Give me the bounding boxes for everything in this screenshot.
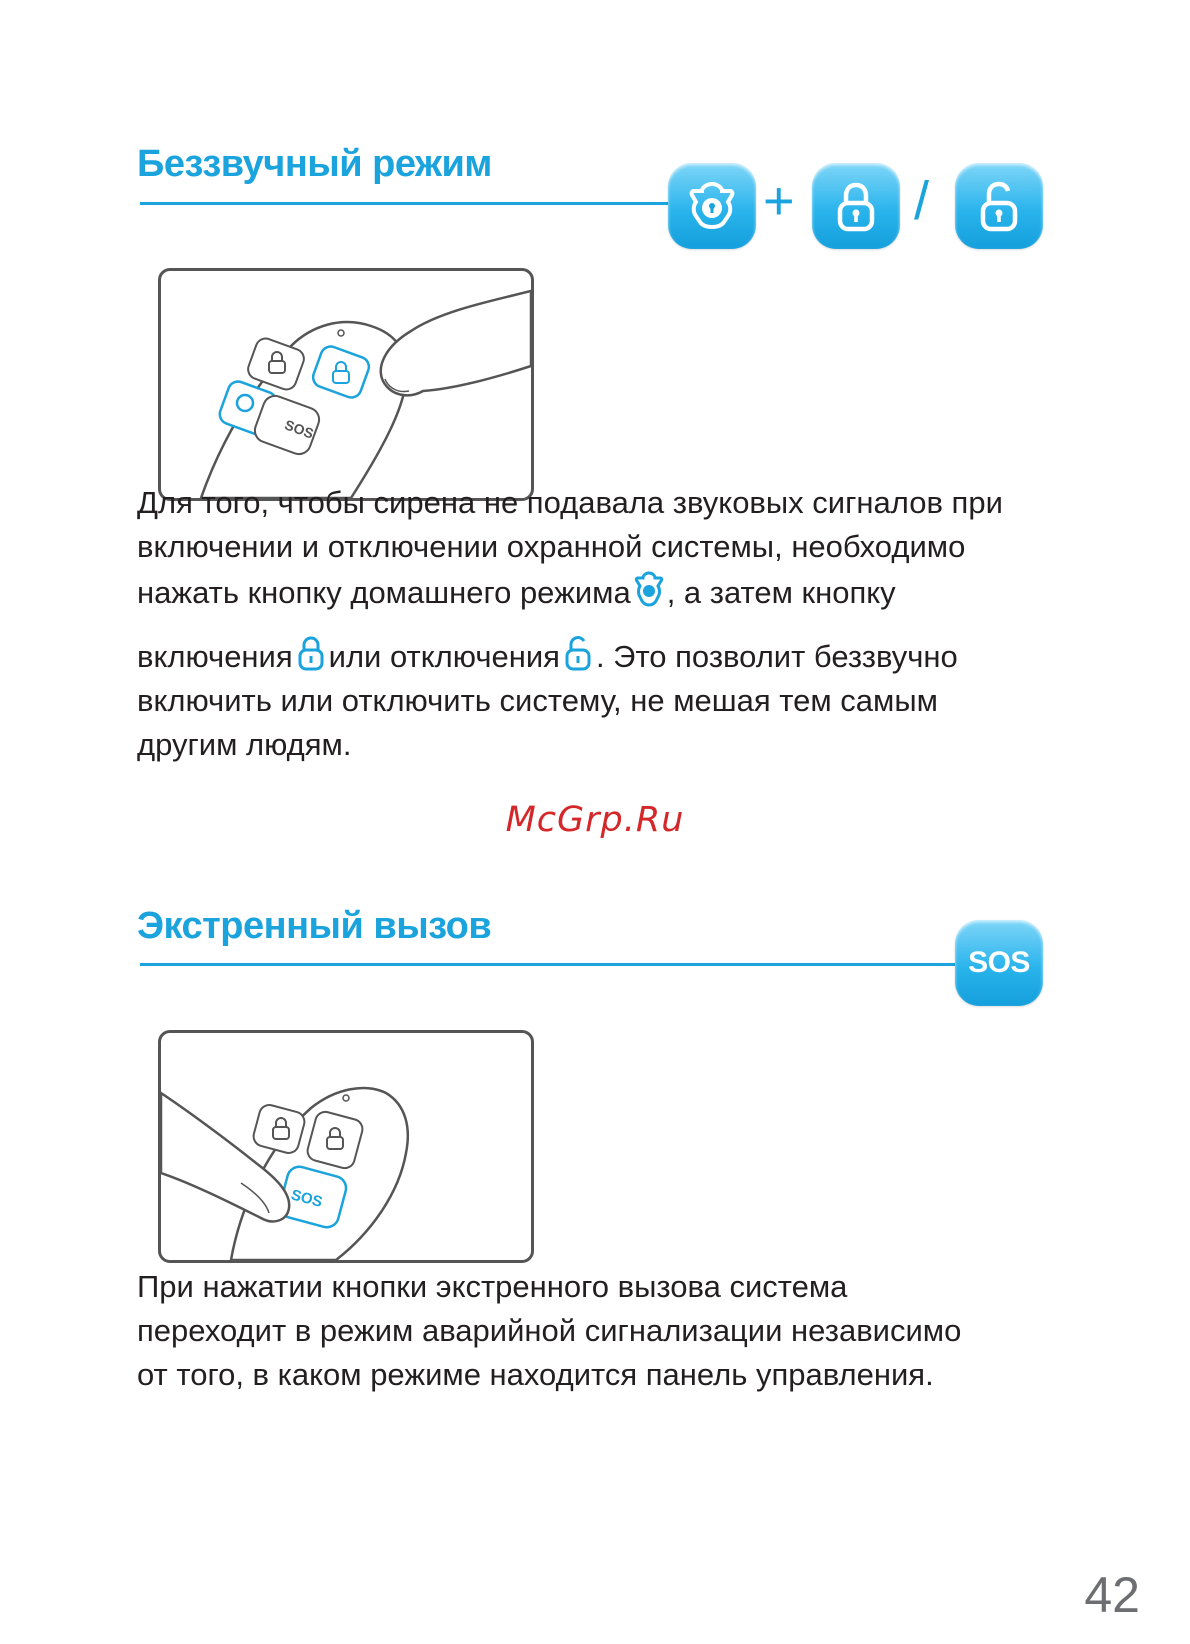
- disarm-badge: [955, 163, 1043, 249]
- lock-closed-icon: [828, 178, 884, 234]
- plus-sign: +: [763, 171, 795, 231]
- text-line: включить или отключить систему, не мешая тем самым: [137, 683, 938, 718]
- sos-badge-label: SOS: [968, 946, 1030, 979]
- text-line: другим людям.: [137, 727, 352, 762]
- text-line: нажать кнопку домашнего режима: [137, 575, 631, 610]
- watermark: McGrp.Ru: [505, 800, 685, 840]
- home-icon: [684, 178, 740, 234]
- page-number: 42: [1084, 1567, 1140, 1623]
- section-title-silent-mode: Беззвучный режим: [137, 143, 492, 185]
- section-title-emergency-call: Экстренный вызов: [137, 905, 492, 947]
- text-line: , а затем кнопку: [666, 575, 896, 610]
- text-line: При нажатии кнопки экстренного вызова система: [137, 1269, 848, 1304]
- text-line: от того, в каком режиме находится панель управления.: [137, 1357, 934, 1392]
- text-line: Для того, чтобы сирена не подавала звуковых сигналов при: [137, 485, 1003, 520]
- text-line: включения: [137, 639, 293, 674]
- remote-press-arm-illustration: [161, 271, 531, 498]
- sos-badge: [955, 920, 1043, 1006]
- arm-badge: [812, 163, 900, 249]
- text-line: . Это позволит беззвучно: [595, 639, 958, 674]
- home-inline-icon: [633, 569, 665, 609]
- silent-mode-paragraph: [137, 481, 1067, 767]
- remote-press-sos-illustration: [161, 1033, 531, 1260]
- remote-illustration-sos: [158, 1030, 534, 1263]
- section-divider: [140, 202, 680, 205]
- lock-open-inline-icon: [562, 633, 594, 673]
- emergency-paragraph: [137, 1265, 1067, 1397]
- lock-open-icon: [971, 178, 1027, 234]
- home-mode-badge: [668, 163, 756, 249]
- remote-illustration-silent: [158, 268, 534, 501]
- text-line: включении и отключении охранной системы, необходимо: [137, 529, 966, 564]
- section-divider: [140, 963, 960, 966]
- remote-sos-label: SOS: [289, 1186, 325, 1212]
- slash-sign: /: [914, 171, 930, 231]
- text-line: или отключения: [328, 639, 560, 674]
- lock-closed-inline-icon: [295, 633, 327, 673]
- text-line: переходит в режим аварийной сигнализации независимо: [137, 1313, 962, 1348]
- remote-sos-label: SOS: [282, 416, 316, 442]
